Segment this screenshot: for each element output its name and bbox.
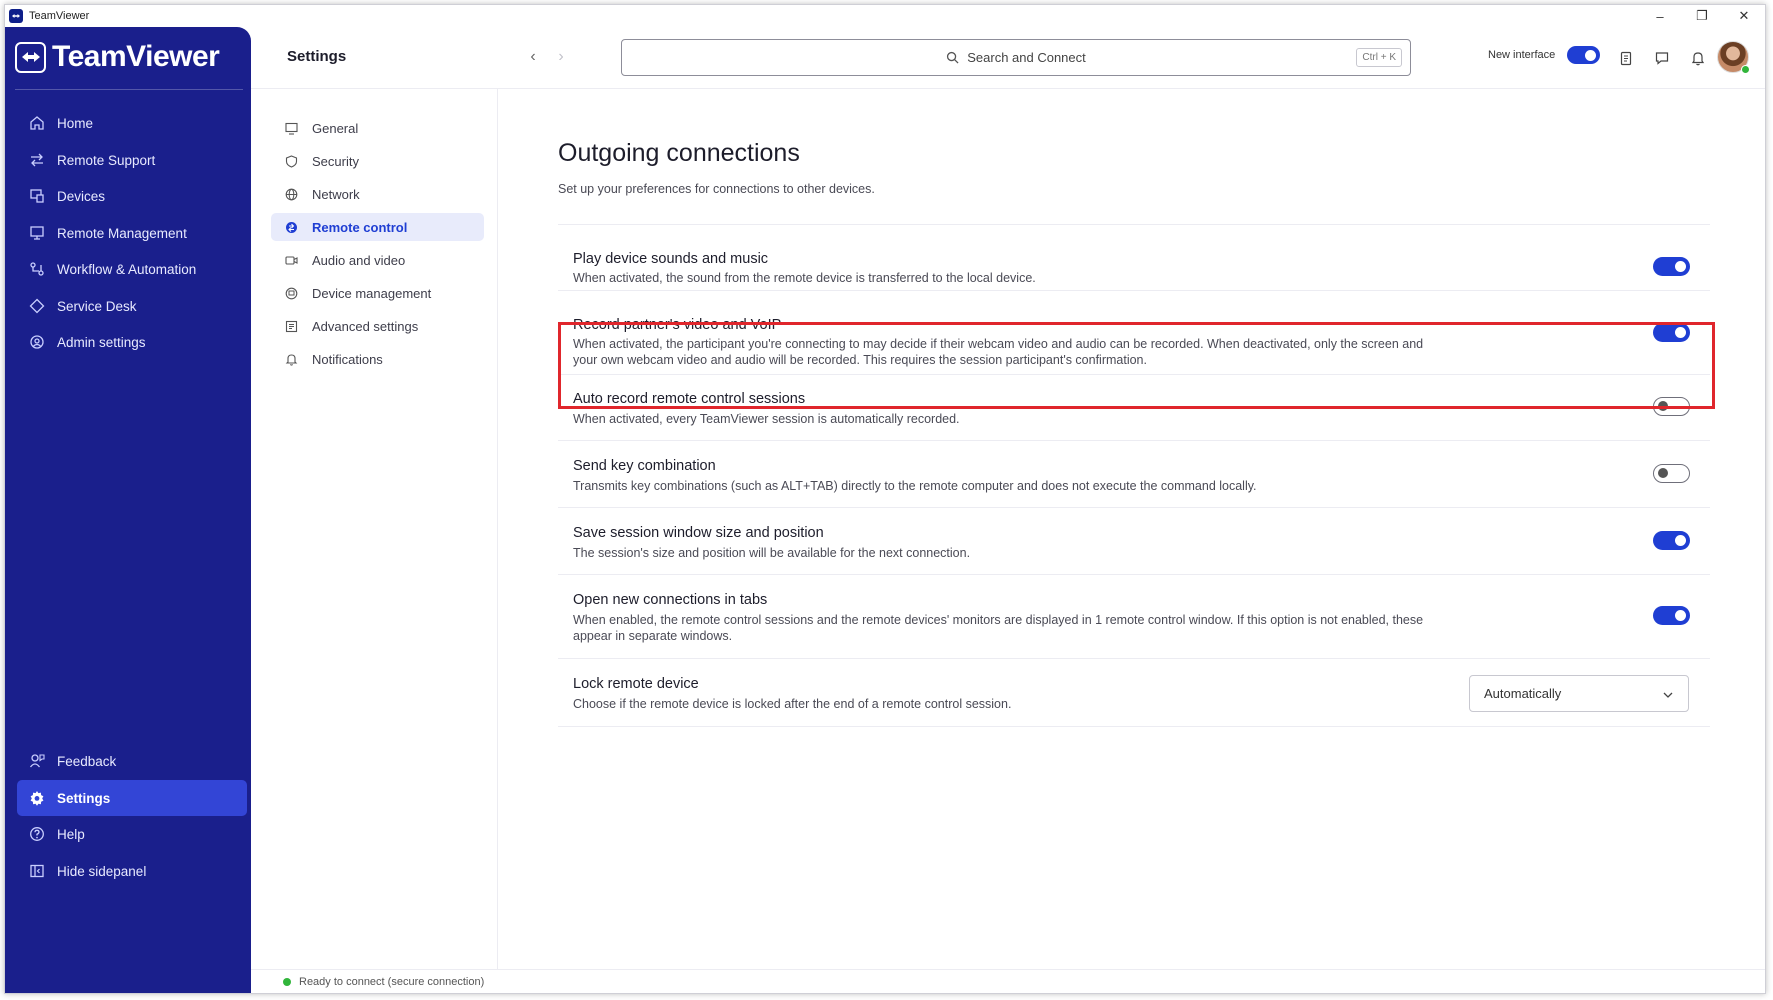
back-arrow-icon[interactable]: ‹ (530, 48, 536, 65)
ticket-icon (29, 298, 45, 314)
setting-title: Open new connections in tabs (573, 592, 768, 608)
subnav-item-audio-video[interactable] (271, 246, 484, 274)
setting-save-window-size (558, 508, 1710, 575)
sidebar-item-admin-settings[interactable] (17, 324, 247, 360)
sidebar-item-label: Service Desk (57, 298, 137, 314)
sidebar-item-remote-management[interactable] (17, 215, 247, 251)
sidebar-item-home[interactable] (17, 105, 247, 141)
device-management-icon (285, 287, 298, 300)
sidebar-item-label: Settings (57, 790, 111, 806)
sidebar-item-label: Workflow & Automation (57, 261, 197, 277)
sidebar-item-remote-support[interactable] (17, 142, 247, 178)
section-title: Outgoing connections (558, 139, 800, 167)
sidebar-item-label: Hide sidepanel (57, 863, 147, 879)
setting-title: Auto record remote control sessions (573, 391, 806, 407)
setting-description: When activated, every TeamViewer session is automatically recorded. (573, 412, 960, 426)
setting-description: When activated, the participant you're connecting to may decide if their webcam video and audio can be recorded. When deactivated, only the screen and your own webcam video and audio will be recorded. This requires the session participant's confirmation. (573, 337, 1424, 367)
search-shortcut-badge: Ctrl + K (1356, 48, 1402, 67)
main-content (498, 89, 1765, 969)
subnav-item-label: Security (312, 153, 359, 169)
setting-send-key-combination (558, 441, 1710, 508)
sidebar-item-label: Home (57, 115, 94, 131)
subnav-item-label: Advanced settings (312, 318, 419, 334)
sidebar-item-hide-sidepanel[interactable] (17, 853, 247, 889)
shield-icon (285, 155, 298, 168)
sidebar-item-help[interactable] (17, 816, 247, 852)
gear-icon (29, 790, 45, 806)
select-value: Automatically (1484, 686, 1562, 701)
app-window (4, 4, 1766, 994)
header (251, 27, 1765, 89)
settings-subnav (251, 89, 498, 969)
subnav-item-label: Device management (312, 285, 432, 301)
subnav-item-device-management[interactable] (271, 279, 484, 307)
bell-icon[interactable] (1687, 47, 1709, 69)
sidebar-item-label: Remote Management (57, 225, 187, 241)
advanced-icon (285, 320, 298, 333)
status-dot (283, 978, 291, 986)
title-bar (5, 5, 1765, 27)
new-interface-label: New interface (1488, 49, 1556, 61)
window-title: TeamViewer (29, 10, 90, 22)
setting-title: Send key combination (573, 458, 716, 474)
subnav-item-general[interactable] (271, 114, 484, 142)
subnav-item-remote-control[interactable] (271, 213, 484, 241)
sidepanel-icon (29, 863, 45, 879)
help-icon (29, 826, 45, 842)
brand-name: TeamViewer (52, 40, 220, 73)
forward-arrow-icon[interactable]: › (558, 48, 564, 65)
setting-description: The session's size and position will be available for the next connection. (573, 546, 971, 560)
send-key-combination-toggle[interactable] (1653, 464, 1690, 483)
setting-title: Record partner's video and VoIP (573, 317, 782, 333)
section-subtitle: Set up your preferences for connections to other devices. (558, 182, 875, 196)
subnav-item-network[interactable] (271, 180, 484, 208)
sidebar-item-devices[interactable] (17, 178, 247, 214)
page-title: Settings (287, 48, 347, 65)
setting-lock-remote-device (558, 659, 1710, 727)
teamviewer-brand-icon (15, 42, 46, 73)
admin-icon (29, 334, 45, 350)
close-icon[interactable]: ✕ (1738, 8, 1750, 23)
subnav-item-security[interactable] (271, 147, 484, 175)
monitor-icon (285, 122, 298, 135)
minimize-icon[interactable]: – (1656, 8, 1664, 24)
search-placeholder: Search and Connect (967, 50, 1086, 65)
sidebar-item-label: Devices (57, 188, 106, 204)
remote-control-icon (285, 221, 298, 234)
lock-remote-device-select[interactable] (1469, 675, 1689, 712)
subnav-item-label: Audio and video (312, 252, 406, 268)
status-bar (251, 969, 1765, 993)
sidebar-item-label: Admin settings (57, 334, 146, 350)
subnav-item-label: Remote control (312, 219, 408, 235)
setting-description: When activated, the sound from the remote device is transferred to the local device. (573, 271, 1036, 285)
teamviewer-logo-icon (9, 9, 23, 23)
sidebar (5, 27, 251, 993)
subnav-item-label: Notifications (312, 351, 383, 367)
globe-icon (285, 188, 298, 201)
new-interface-toggle[interactable] (1567, 46, 1600, 64)
search-input[interactable] (621, 39, 1411, 76)
monitor-icon (29, 225, 45, 241)
auto-record-toggle[interactable] (1653, 397, 1690, 416)
sidebar-item-workflow[interactable] (17, 251, 247, 287)
home-icon (29, 115, 45, 131)
chat-icon[interactable] (1651, 47, 1673, 69)
record-partner-video-toggle[interactable] (1653, 323, 1690, 342)
arrows-icon (29, 152, 45, 168)
setting-description: Choose if the remote device is locked after the end of a remote control session. (573, 697, 1012, 711)
setting-open-in-tabs (558, 575, 1710, 659)
setting-record-partner-video (558, 291, 1710, 375)
workflow-icon (29, 261, 45, 277)
online-status-dot (1741, 65, 1750, 74)
sidebar-item-settings[interactable] (17, 780, 247, 816)
setting-description: Transmits key combinations (such as ALT+TAB) directly to the remote computer and does not execute the command locally. (573, 479, 1257, 493)
camera-icon (285, 254, 298, 267)
save-window-size-toggle[interactable] (1653, 531, 1690, 550)
sidebar-item-label: Help (57, 826, 85, 842)
window-controls (1639, 5, 1765, 27)
subnav-item-label: General (312, 120, 359, 136)
status-text: Ready to connect (secure connection) (299, 975, 485, 988)
setting-play-device-sounds (558, 225, 1710, 291)
feedback-icon (29, 753, 45, 769)
search-icon (946, 51, 959, 64)
devices-icon (29, 188, 45, 204)
chevron-down-icon (1662, 689, 1674, 701)
sidebar-item-service-desk[interactable] (17, 288, 247, 324)
subnav-item-label: Network (312, 186, 360, 202)
setting-title: Play device sounds and music (573, 251, 769, 267)
setting-auto-record (558, 375, 1710, 441)
setting-title: Lock remote device (573, 676, 699, 692)
setting-title: Save session window size and position (573, 525, 824, 541)
sidebar-item-feedback[interactable] (17, 743, 247, 779)
restore-icon[interactable]: ❐ (1696, 8, 1708, 23)
clipboard-icon[interactable] (1615, 47, 1637, 69)
setting-description: When enabled, the remote control sessions and the remote devices' monitors are displayed in 1 remote control window. If this option is not enabled, these appear in separate windows. (573, 613, 1424, 643)
subnav-item-notifications[interactable] (271, 345, 484, 373)
sidebar-item-label: Feedback (57, 753, 117, 769)
open-in-tabs-toggle[interactable] (1653, 606, 1690, 625)
play-device-sounds-toggle[interactable] (1653, 257, 1690, 276)
bell-icon (285, 353, 298, 366)
brand (15, 40, 219, 74)
subnav-item-advanced-settings[interactable] (271, 312, 484, 340)
sidebar-item-label: Remote Support (57, 152, 156, 168)
divider (15, 89, 243, 90)
